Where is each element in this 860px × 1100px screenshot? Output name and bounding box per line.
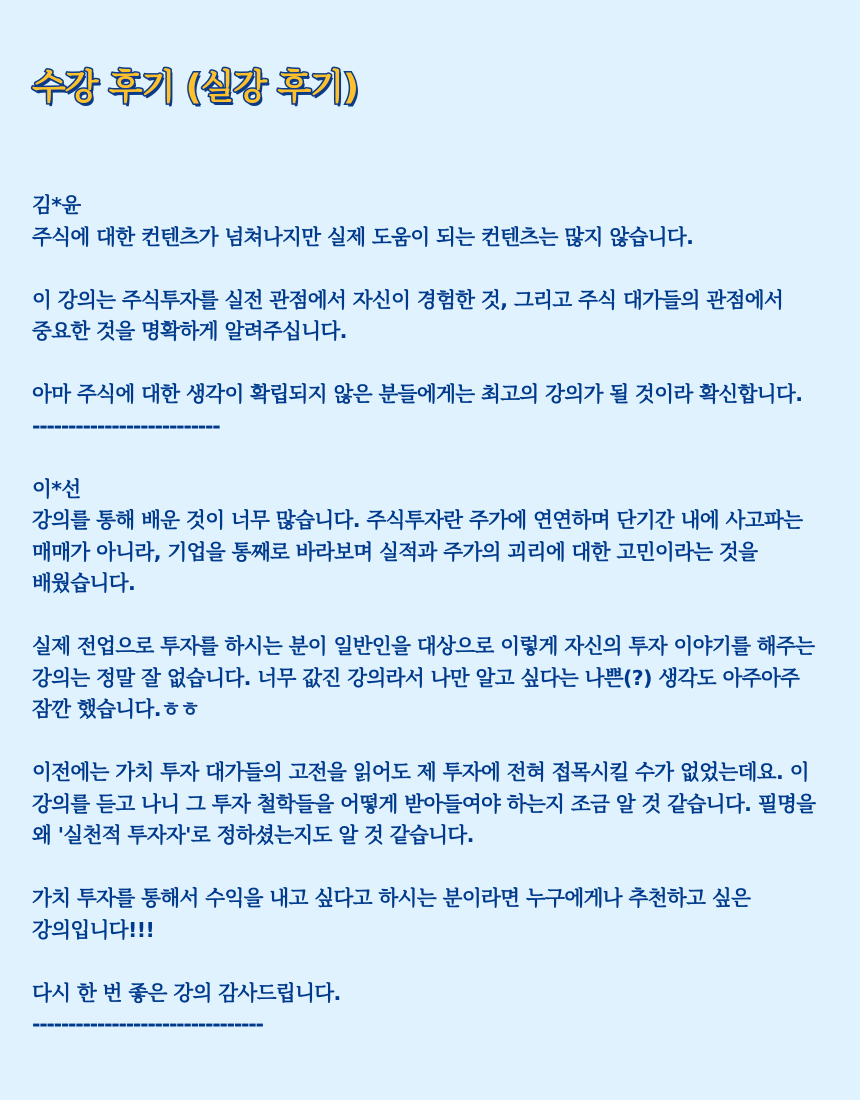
- review-paragraph: 이전에는 가치 투자 대가들의 고전을 읽어도 제 투자에 전혀 접목시킬 수가 없었는데요. 이 강의를 듣고 나니 그 투자 철학들을 어떻게 받아들여야 하는지 조금 알 것 같습니다. 필명을 왜 '실천적 투자자'로 정하셨는지도 알 것 같습니다.: [32, 760, 816, 847]
- review-author: 김*윤: [32, 193, 81, 217]
- review-paragraph: 다시 한 번 좋은 강의 감사드립니다.: [32, 980, 341, 1005]
- review-paragraph: 주식에 대한 컨텐츠가 넘쳐나지만 실제 도움이 되는 컨텐츠는 많지 않습니다.: [32, 224, 694, 249]
- review-2: [32, 474, 828, 1041]
- page-title: 수강 후기 (실강 후기): [32, 68, 359, 108]
- review-paragraph: 강의를 통해 배운 것이 너무 많습니다. 주식투자란 주가에 연연하며 단기간 내에 사고파는 매매가 아니라, 기업을 통째로 바라보며 실적과 주가의 괴리에 대한 고민이라는 것을 배웠습니다.: [32, 508, 803, 595]
- review-1: [32, 190, 828, 442]
- review-divider: --------------------------: [32, 413, 220, 438]
- review-paragraph: 실제 전업으로 투자를 하시는 분이 일반인을 대상으로 이렇게 자신의 투자 이야기를 해주는 강의는 정말 잘 없습니다. 너무 값진 강의라서 나만 알고 싶다는 나쁜(?) 생각도 아주아주 잠깐 했습니다.ㅎㅎ: [32, 634, 815, 721]
- review-paragraph: 가치 투자를 통해서 수익을 내고 싶다고 하시는 분이라면 누구에게나 추천하고 싶은 강의입니다!!!: [32, 886, 751, 942]
- review-paragraph: 이 강의는 주식투자를 실전 관점에서 자신이 경험한 것, 그리고 주식 대가들의 관점에서 중요한 것을 명확하게 알려주십니다.: [32, 287, 784, 343]
- review-author: 이*선: [32, 476, 81, 501]
- review-divider: --------------------------------: [32, 1012, 263, 1036]
- review-paragraph: 아마 주식에 대한 생각이 확립되지 않은 분들에게는 최고의 강의가 될 것이라 확신합니다.: [32, 382, 803, 406]
